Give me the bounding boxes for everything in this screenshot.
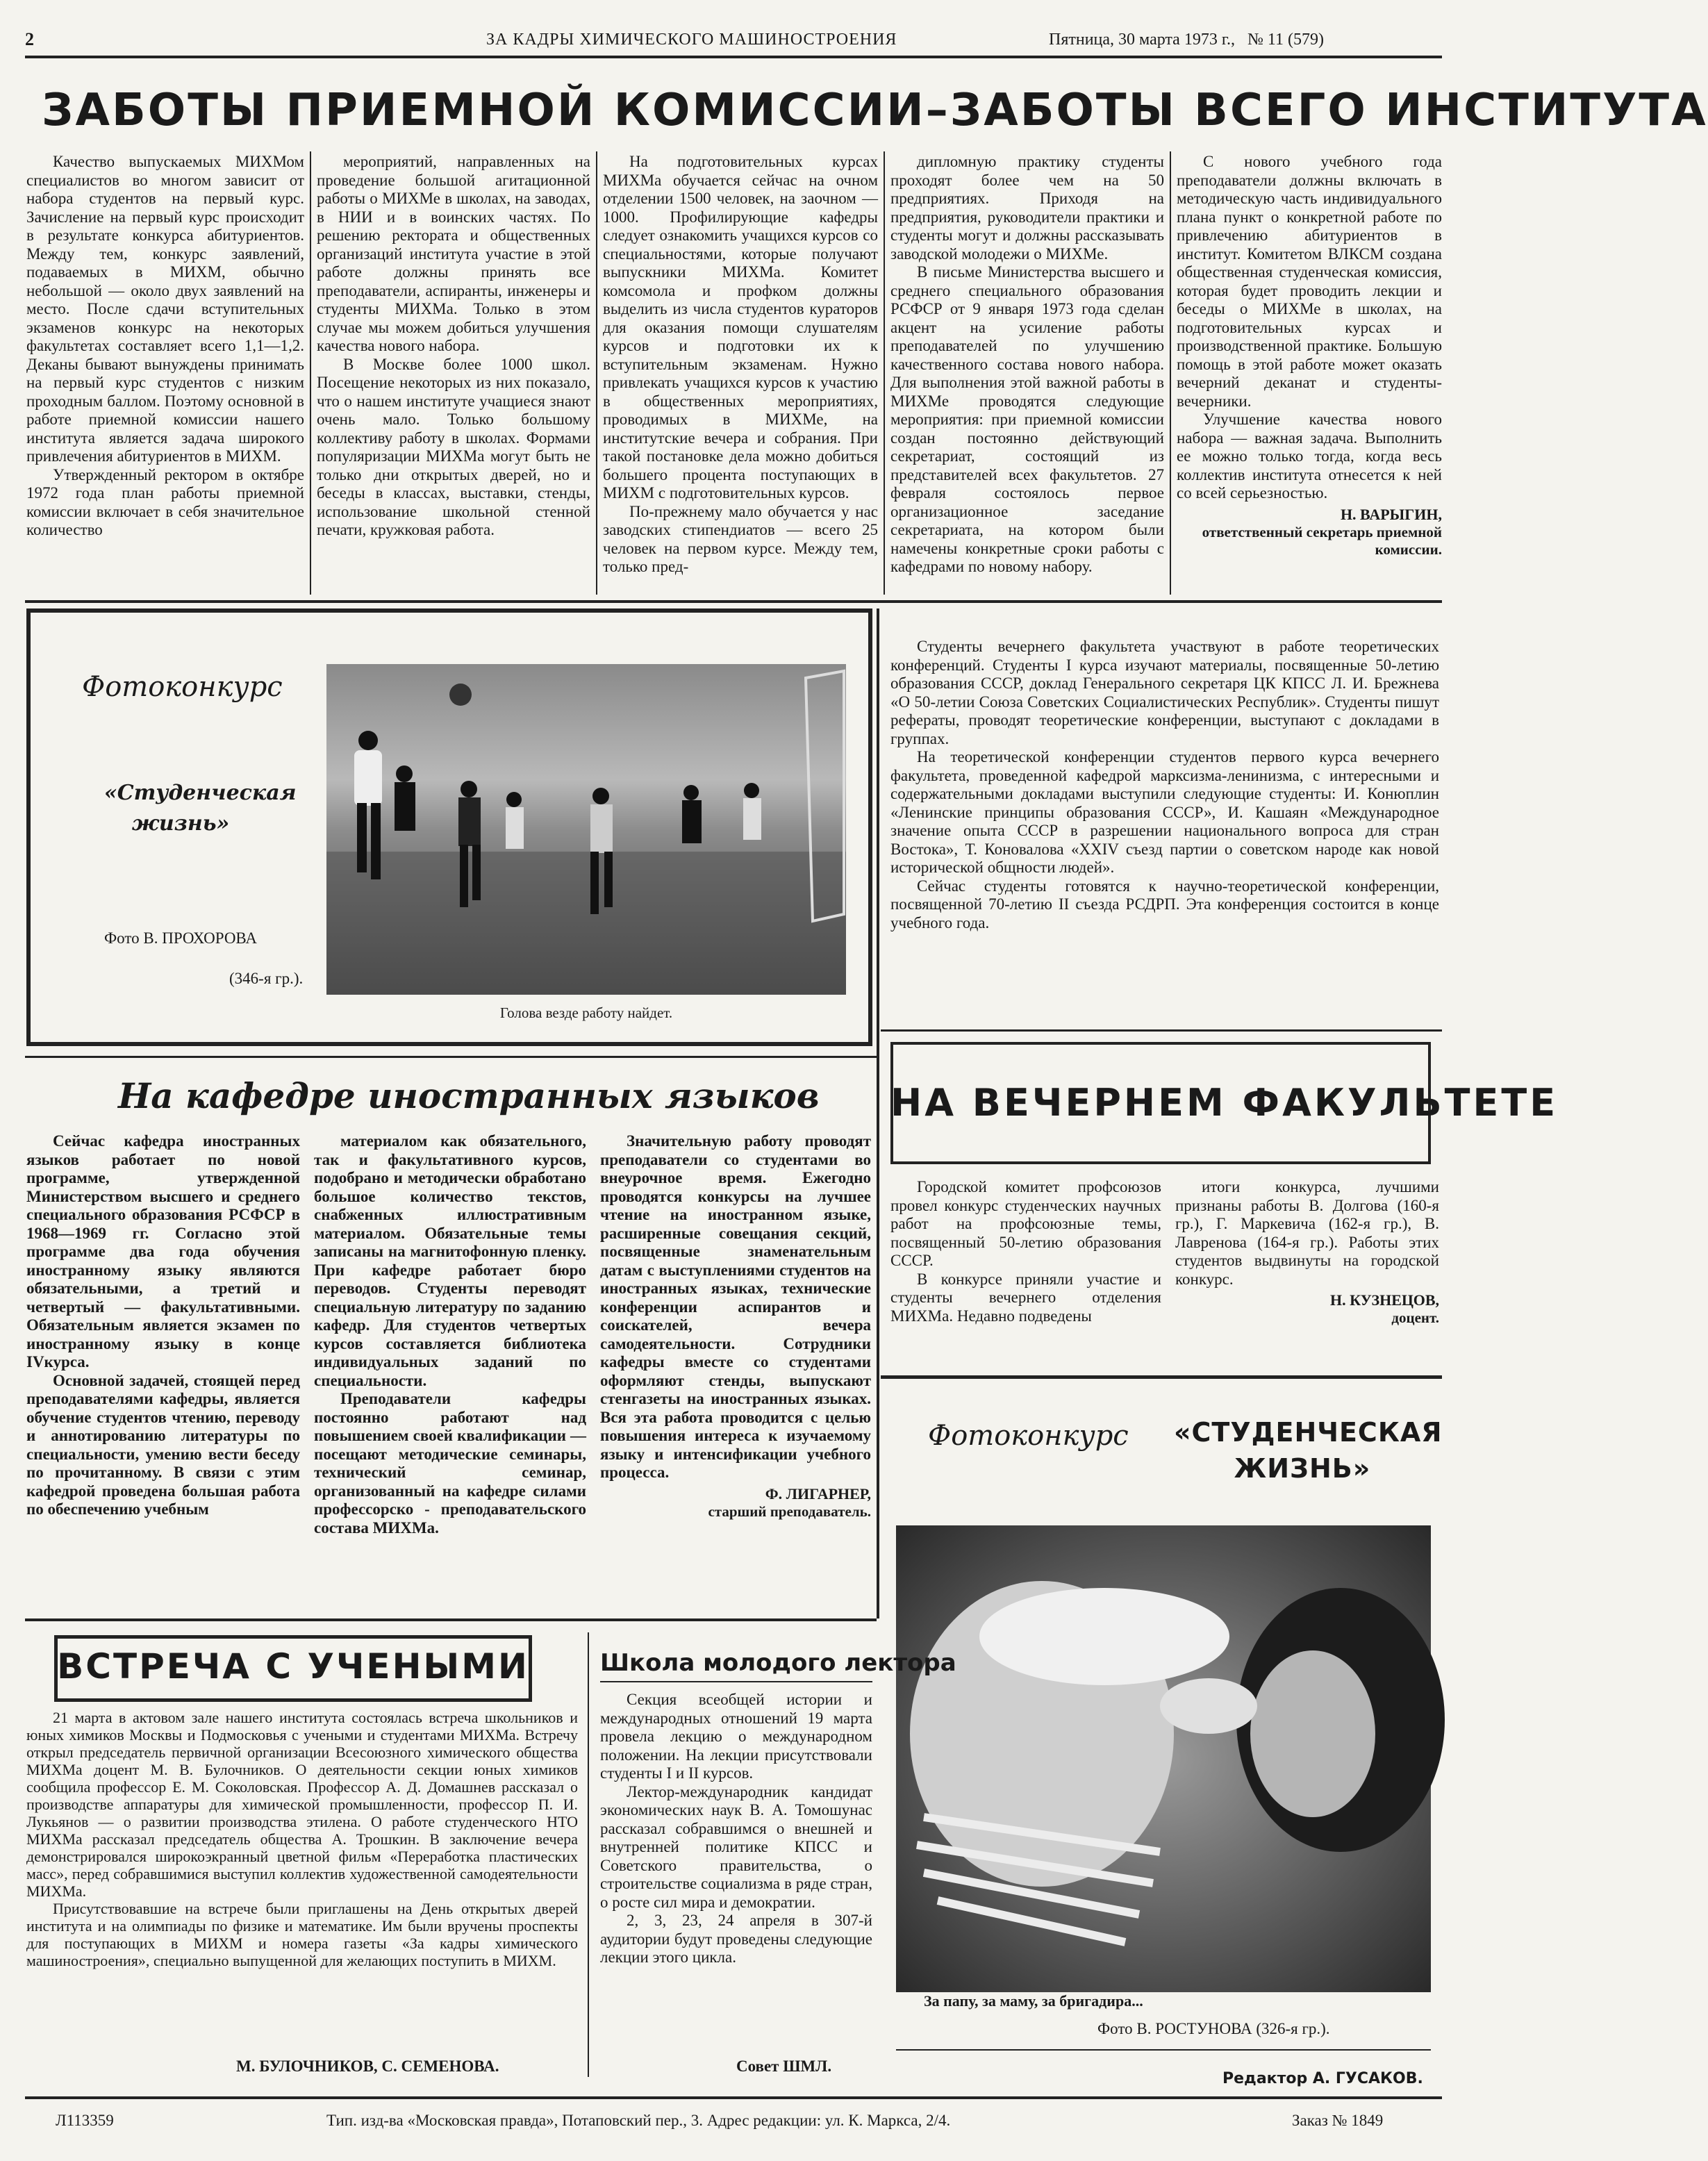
paragraph: материалом как обязательного, так и факультативного курсов, подобрано и методически обработано большое количество текстов, снабженных иллюстративным материалом. Обязательные темы записаны на магнитофонную пленку. При кафедре работает бюро переводов. Студенты переводят специальную литературу по заданию кафедр. Для студентов четвертых курсов составляется библиотека индивидуальных заданий по специальности. bbox=[314, 1132, 586, 1389]
paragraph: Преподаватели кафедры постоянно работают над повышением своей квалификации — посещают методические семинары, технический семинар, организованный на кафедре силами профессорско - преподавательского состава МИХМа. bbox=[314, 1390, 586, 1537]
column-divider bbox=[310, 151, 311, 595]
admissions-col-1 bbox=[26, 153, 304, 594]
evening-report-text bbox=[890, 638, 1439, 1013]
paragraph: 2, 3, 23, 24 апреля в 307-й аудитории будут проведены следующие лекции этого цикла. bbox=[600, 1912, 872, 1966]
evening-faculty-col-1 bbox=[890, 1178, 1161, 1366]
football-photo bbox=[326, 664, 846, 995]
admissions-author-title: ответственный секретарь приемной комиссии. bbox=[1202, 523, 1442, 558]
photo-contest-1-credit: Фото В. ПРОХОРОВА bbox=[104, 929, 257, 947]
paragraph: В письме Министерства высшего и среднего специального образования РСФСР от 9 января 1973 года сделан акцент на усиление работы преподавателей по улучшению качественного состава нового набора. Для выполнения этой важной работы в МИХМе проводятся следующие мероприятия: при приемной комиссии создан постоянно действующий секретариат, состоящий из представителей всех факультетов. 27 февраля состоялось первое организационное заседание секретариата, на котором были намечены конкретные сроки работы с кафедрами по новому набору. bbox=[890, 263, 1164, 575]
footer-printer: Тип. изд-ва «Московская правда», Потаповский пер., 3. Адрес редакции: ул. К. Маркса, 2/4. bbox=[326, 2112, 951, 2129]
footer-rule bbox=[25, 2096, 1442, 2099]
photo-contest-2-caption: За папу, за маму, за бригадира... bbox=[924, 1992, 1143, 2010]
section-rule bbox=[881, 1029, 1442, 1032]
section-rule bbox=[25, 1056, 877, 1058]
lecturer-school-text bbox=[600, 1691, 872, 2052]
footer-order: Заказ № 1849 bbox=[1292, 2112, 1384, 2129]
headline-underline bbox=[600, 1681, 872, 1682]
paragraph: На теоретической конференции студентов первого курса вечернего факультета, проведенной кафедрой марксизма-ленинизма, с интересными и содержательными докладами выступили следующие студенты: И. Конюплин «Ленинские принципы образования СССР», И. Кашаян «Международное значение опыта СССР в разрешении национального вопроса для стран Востока», Т. Коновалова «XXIV съезд партии о советском народе как новой исторической общности людей». bbox=[890, 748, 1439, 876]
paragraph: Значительную работу проводят преподаватели со студентами во внеурочное время. Ежегодно проводятся конкурсы на лучшее чтение на иностранном языке, расширенные совещания секций, посвященные знаменательным датам с выступлениями студентов на иностранных языках, технические конференции аспирантов и соискателей, вечера самодеятельности. Сотрудники кафедры вместе со студентами оформляют стенды, выпускают стенгазеты на иностранных языках. Вся эта работа проводится с целью повышения интереса к изучаемому языку и интенсификации учебного процесса. bbox=[600, 1132, 871, 1481]
column-divider bbox=[884, 151, 885, 595]
scientists-text bbox=[26, 1709, 578, 2049]
paragraph: Секция всеобщей истории и международных отношений 19 марта провела лекцию о международном положении. На лекции присутствовали студенты I и II курсов. bbox=[600, 1691, 872, 1782]
photo-contest-2-title: «СТУДЕНЧЕСКАЯ ЖИЗНЬ» bbox=[1174, 1417, 1443, 1484]
photo-contest-2-credit: Фото В. РОСТУНОВА (326-я гр.). bbox=[1097, 2020, 1330, 2037]
paragraph: Присутствовавшие на встрече были приглашены на День открытых дверей института и на олимпиады по физике и математике. Им были вручены проспекты для поступающих в МИХМ и номера газеты «За кадры химического машиностроения», специально выпущенной для желающих поступить в МИХМ. bbox=[26, 1900, 578, 1969]
column-divider bbox=[1170, 151, 1171, 595]
paragraph: мероприятий, направленных на проведение большой агитационной работы о МИХМе в школах, на заводах, в НИИ и в воинских частях. По решению ректората и общественных организаций института участие в этой работе должны принять все преподаватели, аспиранты, инженеры и студенты МИХМа. Только в этом случае мы можем добиться улучшения качества нового набора. bbox=[317, 153, 590, 354]
photo-contest-1-group: (346-я гр.). bbox=[229, 970, 304, 987]
evening-faculty-col-2 bbox=[1175, 1178, 1439, 1366]
paragraph: Лектор-международник кандидат экономических наук В. А. Томошунас рассказал собравшимся о внешней и внутренней политике КПСС и Советского правительства, о строительстве социализма в ряде стран, о росте сил мира и демократии. bbox=[600, 1782, 872, 1911]
page-number: 2 bbox=[25, 29, 34, 49]
paragraph: Основной задачей, стоящей перед преподавателями кафедры, является обучение студентов чтению, переводу и аннотированию литературы по специальности, умению вести беседу по прочитанному. В связи с этим кафедрой проведена большая работа по обеспечению учебным bbox=[26, 1371, 300, 1518]
photo-contest-2-heading: Фотоконкурс bbox=[928, 1420, 1129, 1452]
lecturer-school-author: Совет ШМЛ. bbox=[736, 2057, 832, 2075]
paper-title: ЗА КАДРЫ ХИМИЧЕСКОГО МАШИНОСТРОЕНИЯ bbox=[486, 31, 897, 49]
paragraph: Утвержденный ректором в октябре 1972 года план работы приемной комиссии включает в себя значительное количество bbox=[26, 465, 304, 538]
evening-faculty-author: Н. КУЗНЕЦОВ, bbox=[1330, 1291, 1439, 1309]
masthead-rule bbox=[25, 56, 1442, 58]
paragraph: итоги конкурса, лучшими признаны работы В. Долгова (160-я гр.), Г. Маркевича (162-я гр.), В. Лавренова (164-я гр.). Работы этих студентов выдвинуты на городской конкурс. bbox=[1175, 1178, 1439, 1288]
column-divider bbox=[596, 151, 597, 595]
children-photo bbox=[896, 1525, 1431, 1992]
footer-code: Л113359 bbox=[56, 2112, 114, 2129]
paragraph: На подготовительных курсах МИХМа обучается сейчас на очном отделении 1500 человек, на заочном — 1000. Профилирующие кафедры следует ознакомить учащихся курсов со специальностями, которые получают выпускники МИХМа. Комитет комсомола и профком должны выделить из числа студентов кураторов для оказания помощи слушателям курсов и подготовки их к вступительным экзаменам. Нужно привлекать учащихся курсов к участию в общественных мероприятиях, проводимых в МИХМе, на институтские вечера и собрания. При такой постановке дела можно добиться большего процента поступающих в МИХМ с подготовительных курсов. bbox=[603, 153, 878, 502]
paragraph: Студенты вечернего факультета участвуют в работе теоретических конференций. Студенты I курса изучают материалы, посвященные 50-летию образования СССР, доклад Генерального секретаря ЦК КПСС Л. И. Брежнева «О 50-летии Союза Советских Социалистических Республик». Студенты пишут рефераты, проводят теоретические конференции, выступают с докладами в группах. bbox=[890, 638, 1439, 747]
photo-contest-1-heading: Фотоконкурс bbox=[82, 671, 283, 703]
admissions-col-2 bbox=[317, 153, 590, 594]
vertical-section-rule bbox=[877, 608, 879, 1618]
scientists-author: М. БУЛОЧНИКОВ, С. СЕМЕНОВА. bbox=[236, 2057, 499, 2075]
photo-contest-1-title: «Студенческая жизнь» bbox=[104, 781, 297, 836]
paragraph: дипломную практику студенты проходят более чем на 50 предприятиях. Приходя на предприятия, руководители практики и студенты могут и должны рассказывать заводской молодежи о МИХМе. bbox=[890, 153, 1164, 263]
paragraph: В конкурсе приняли участие и студенты вечернего отделения МИХМа. Недавно подведены bbox=[890, 1270, 1161, 1325]
paragraph: Улучшение качества нового набора — важная задача. Выполнить ее можно только тогда, когда весь коллектив института отнесется к ней со всей серьезностью. bbox=[1177, 411, 1442, 502]
paragraph: По-прежнему мало обучается у нас заводских стипендиатов — всего 25 человек на первом курсе. Между тем, только пред- bbox=[603, 502, 878, 575]
paragraph: Качество выпускаемых МИХМом специалистов во многом зависит от набора студентов на первый курс. Зачисление на первый курс происходит в результате конкурса абитуриентов. Между тем, конкурс заявлений, подаваемых в МИХМ, обычно небольшой — около двух заявлений на место. После сдачи вступительных экзаменов конкурс на некоторых факультетах составляет всего 1,1—1,2. Деканы бывают вынуждены принимать на первый курс студентов с низким проходным баллом. Поэтому основной в работе приемной комиссии нашего института является задача широкого привлечения абитуриентов в МИХМ. bbox=[26, 153, 304, 465]
admissions-col-5 bbox=[1177, 153, 1442, 594]
date-issue: Пятница, 30 марта 1973 г., № 11 (579) bbox=[1049, 31, 1324, 49]
paragraph: В Москве более 1000 школ. Посещение некоторых из них показало, что о нашем институте учащиеся знают очень мало. Только большому коллективу работу в школах. Формами популяризации МИХМа могут быть не только дни открытых дверей, но и беседы в классах, выставки, стенды, использование школьной стенной печати, кружковая работа. bbox=[317, 355, 590, 538]
section-rule bbox=[881, 1375, 1442, 1379]
paragraph: Сейчас студенты готовятся к научно-теоретической конференции, посвященной 70-летию II съезда РСДРП. Эта конференция состоится в конце учебного года. bbox=[890, 877, 1439, 932]
photo-rule bbox=[896, 2049, 1431, 2051]
paragraph: С нового учебного года преподаватели должны включать в методическую часть индивидуального плана пункт о конкретной работе по привлечению абитуриентов в институт. Комитетом ВЛКСМ создана общественная студенческая комиссия, которая будет проводить лекции и беседы о МИХМе в школах, на подготовительных курсах и производственной практике. Большую помощь в этой работе может оказать вечерний деканат и студенты-вечерники. bbox=[1177, 153, 1442, 410]
scientists-headline: ВСТРЕЧА С УЧЕНЫМИ bbox=[57, 1646, 529, 1687]
lecturer-school-headline: Школа молодого лектора bbox=[600, 1649, 956, 1677]
admissions-author: Н. ВАРЫГИН, bbox=[1340, 505, 1442, 523]
paragraph: Городской комитет профсоюзов провел конкурс студенческих научных работ на профсоюзные темы, посвященный 50-летию образования СССР. bbox=[890, 1178, 1161, 1269]
languages-author-title: старший преподаватель. bbox=[708, 1502, 871, 1520]
photo-contest-1-caption: Голова везде работу найдет. bbox=[499, 1004, 673, 1021]
section-rule bbox=[25, 600, 1442, 603]
admissions-col-3 bbox=[603, 153, 878, 594]
evening-faculty-author-title: доцент. bbox=[1391, 1309, 1439, 1326]
editor-credit: Редактор А. ГУСАКОВ. bbox=[1222, 2070, 1423, 2087]
languages-author: Ф. ЛИГАРНЕР, bbox=[765, 1484, 871, 1502]
evening-faculty-headline: НА ВЕЧЕРНЕМ ФАКУЛЬТЕТЕ bbox=[890, 1081, 1559, 1125]
column-divider bbox=[588, 1632, 589, 2077]
languages-headline: На кафедре иностранных языков bbox=[118, 1075, 820, 1116]
section-rule bbox=[25, 1618, 877, 1621]
languages-col-2 bbox=[314, 1132, 586, 1605]
admissions-headline: ЗАБОТЫ ПРИЕМНОЙ КОМИССИИ–ЗАБОТЫ ВСЕГО ИНСТИТУТА bbox=[42, 85, 1708, 136]
languages-col-3 bbox=[600, 1132, 871, 1605]
paragraph: Сейчас кафедра иностранных языков работает по новой программе, утвержденной Министерством высшего и среднего специального образования РСФСР в 1968—1969 гг. Согласно этой программе два года обучения иностранному языку являются обязательными, а третий и четвертый — факультативными. Обязательным является экзамен по иностранному языку в конце IVкурса. bbox=[26, 1132, 300, 1371]
admissions-col-4 bbox=[890, 153, 1164, 594]
languages-col-1 bbox=[26, 1132, 300, 1605]
paragraph: 21 марта в актовом зале нашего института состоялась встреча школьников и юных химиков Москвы и Подмосковья с учеными и студентами МИХМа. Встречу открыл председатель первичной организации Всесоюзного химического общества МИХМа доцент М. В. Булочников. О деятельности секции юных химиков сообщила профессор Е. М. Соколовская. Профессор А. Д. Домашнев рассказал о производстве аппаратуры для химической промышленности, профессор П. И. Лукьянов — о развитии производства этилена. О работе студенческого НТО МИХМа рассказал председатель общества А. Трошкин. В заключение вечера демонстрировался широкоэкранный цветной фильм «Переработка пластических масс», перед собравшимися выступил коллектив художественной самодеятельности МИХМа. bbox=[26, 1709, 578, 1900]
